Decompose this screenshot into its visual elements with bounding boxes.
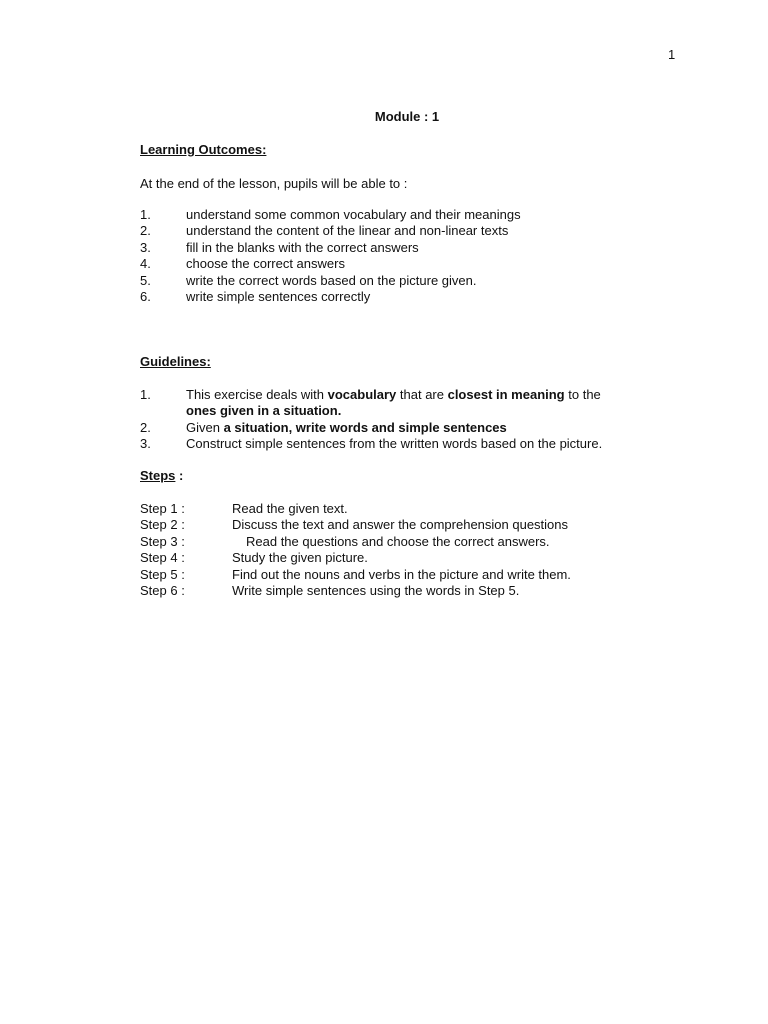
list-item-bold-text: vocabulary [327, 387, 397, 402]
step-text: Study the given picture. [232, 550, 368, 566]
step-item [140, 567, 571, 583]
list-item [140, 289, 660, 305]
step-item [140, 517, 571, 533]
step-label: Step 3 : [140, 533, 185, 549]
list-item [140, 223, 660, 239]
list-item-number: 6. [140, 289, 151, 305]
steps-heading [140, 468, 183, 483]
steps-heading-colon: : [175, 468, 184, 483]
list-item [140, 207, 660, 223]
page-number: 1 [668, 47, 676, 62]
step-label: Step 4 : [140, 550, 185, 566]
list-item [140, 240, 660, 256]
guidelines-heading: Guidelines: [140, 354, 211, 369]
list-item [140, 420, 660, 436]
list-item-number: 1. [140, 207, 151, 222]
list-item-number: 2. [140, 223, 151, 239]
list-item-text: write simple sentences correctly [186, 289, 371, 305]
steps-list [140, 501, 571, 599]
list-item [140, 387, 660, 420]
list-item [140, 273, 660, 289]
list-item-bold-text: closest in meaning [447, 387, 565, 402]
list-item [140, 436, 660, 452]
module-title: Module : 1 [374, 109, 440, 124]
learning-outcomes-list [140, 207, 660, 305]
step-text: Read the given text. [232, 501, 348, 516]
list-item-text: understand some common vocabulary and their meanings [186, 207, 521, 222]
step-label: Step 5 : [140, 566, 185, 582]
step-label: Step 2 : [140, 517, 185, 533]
list-item-number: 2. [140, 419, 151, 435]
guidelines-list [140, 387, 660, 453]
step-item [140, 583, 571, 599]
list-item-number: 4. [140, 256, 151, 272]
step-text: Find out the nouns and verbs in the picture and write them. [232, 566, 571, 582]
list-item-text: that are [396, 387, 448, 402]
step-label: Step 6 : [140, 583, 185, 599]
list-item-number: 3. [140, 436, 151, 452]
step-item [140, 534, 571, 550]
step-item [140, 550, 571, 566]
learning-outcomes-intro: At the end of the lesson, pupils will be able to : [140, 176, 408, 191]
list-item-number: 1. [140, 387, 151, 402]
step-text: Discuss the text and answer the comprehension questions [232, 517, 569, 533]
list-item-number: 3. [140, 239, 151, 255]
list-item [140, 256, 660, 272]
learning-outcomes-heading: Learning Outcomes: [140, 142, 267, 157]
list-item-text: Given [186, 419, 224, 435]
list-item-bold-text: a situation, write words and simple sentences [223, 419, 507, 435]
list-item-text: understand the content of the linear and non-linear texts [186, 223, 509, 239]
list-item-text: write the correct words based on the picture given. [186, 272, 477, 288]
step-text: Read the questions and choose the correct answers. [246, 533, 550, 549]
list-item-text: to the [564, 387, 601, 402]
step-label: Step 1 : [140, 501, 185, 516]
steps-heading-text: Steps [140, 468, 176, 483]
list-item-number: 5. [140, 272, 151, 288]
step-item [140, 501, 571, 517]
list-item-bold-text: ones given in a situation. [186, 403, 342, 419]
list-item-text: This exercise deals with [186, 387, 328, 402]
list-item-text: choose the correct answers [186, 256, 345, 272]
list-item-text: Construct simple sentences from the written words based on the picture. [186, 436, 603, 452]
step-text: Write simple sentences using the words in Step 5. [232, 583, 520, 599]
list-item-text: fill in the blanks with the correct answers [186, 239, 419, 255]
